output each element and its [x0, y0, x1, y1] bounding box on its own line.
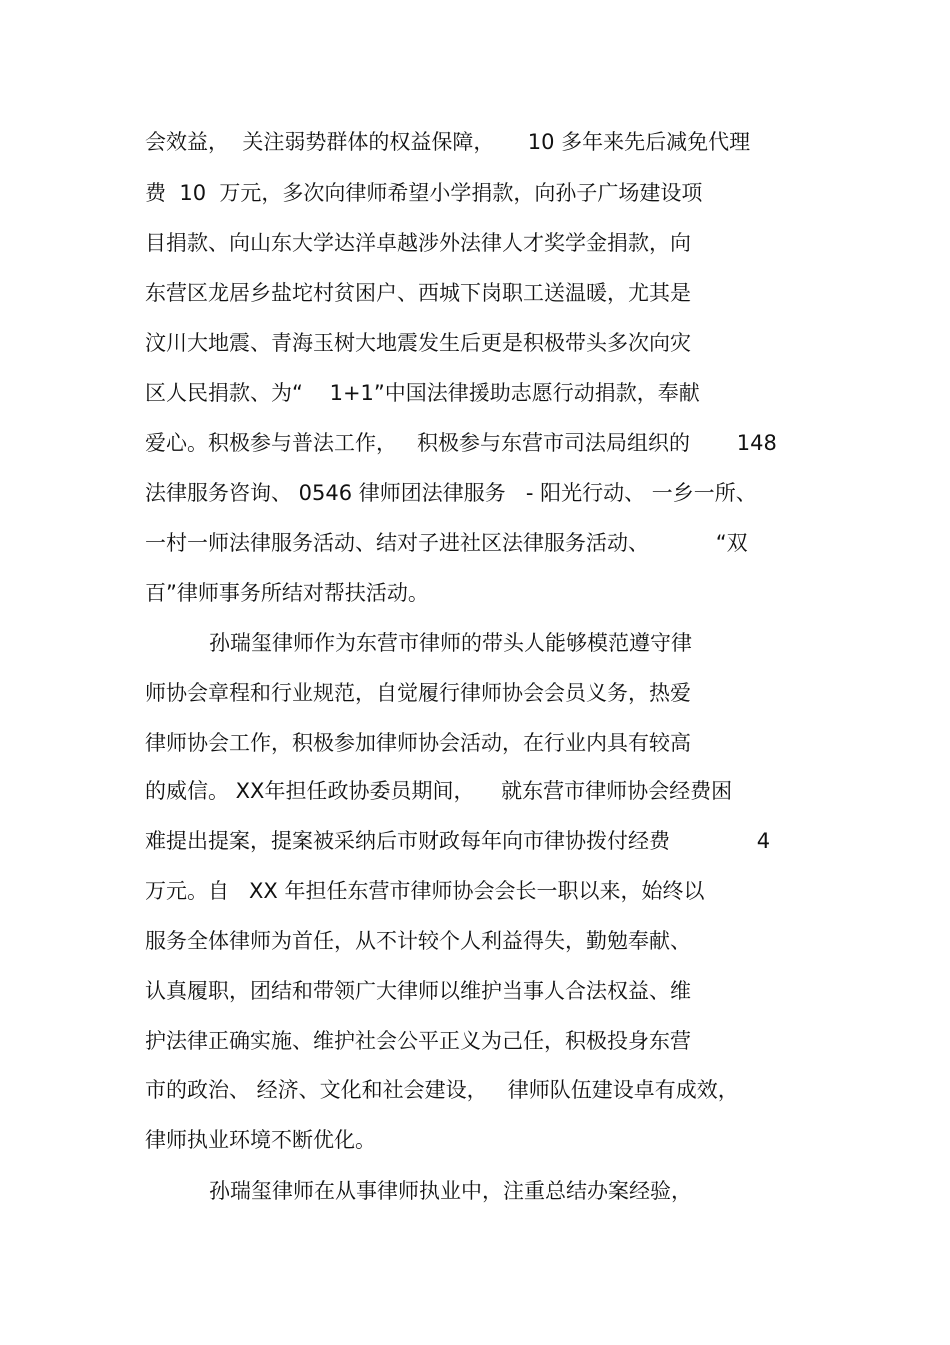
text-line: 律师协会工作，积极参加律师协会活动，在行业内具有较高	[145, 731, 691, 755]
text-line: 万元。自 XX 年担任东营市律师协会会长一职以来，始终以	[145, 879, 705, 903]
paragraph-first-line: 孙瑞玺律师在从事律师执业中，注重总结办案经验，	[209, 1179, 692, 1203]
text-line: 师协会章程和行业规范，自觉履行律师协会会员义务，热爱	[145, 681, 691, 705]
text-line: 律师执业环境不断优化。	[145, 1128, 376, 1152]
text-line: 服务全体律师为首任，从不计较个人利益得失，勤勉奉献、	[145, 929, 691, 953]
text-line: 费 10 万元，多次向律师希望小学捐款，向孙子广场建设项	[145, 181, 703, 205]
text-line: 市的政治、 经济、文化和社会建设， 律师队伍建设卓有成效，	[145, 1078, 739, 1102]
text-line: 法律服务咨询、 0546 律师团法律服务 - 阳光行动、 一乡一所、	[145, 481, 757, 505]
text-line: 百”律师事务所结对帮扶活动。	[145, 581, 429, 605]
text-line: 护法律正确实施、维护社会公平正义为己任，积极投身东营	[145, 1029, 691, 1053]
text-line: 区人民捐款、为“ 1+1”中国法律援助志愿行动捐款，奉献	[145, 381, 700, 405]
text-line: 难提出提案，提案被采纳后市财政每年向市律协拨付经费 4	[145, 829, 771, 853]
text-line: 汶川大地震、青海玉树大地震发生后更是积极带头多次向灾	[145, 331, 691, 355]
text-line: 认真履职，团结和带领广大律师以维护当事人合法权益、维	[145, 979, 691, 1003]
text-line: 一村一师法律服务活动、结对子进社区法律服务活动、 “双	[145, 531, 748, 555]
paragraph-first-line: 孙瑞玺律师作为东营市律师的带头人能够模范遵守律	[209, 631, 692, 655]
text-line: 东营区龙居乡盐坨村贫困户、西城下岗职工送温暖，尤其是	[145, 281, 691, 305]
text-line: 的威信。 XX年担任政协委员期间， 就东营市律师协会经费困	[145, 779, 733, 803]
text-line: 爱心。积极参与普法工作， 积极参与东营市司法局组织的 148	[145, 431, 777, 455]
text-line: 会效益， 关注弱势群体的权益保障， 10 多年来先后减免代理	[145, 130, 751, 154]
text-line: 目捐款、向山东大学达洋卓越涉外法律人才奖学金捐款，向	[145, 231, 691, 255]
